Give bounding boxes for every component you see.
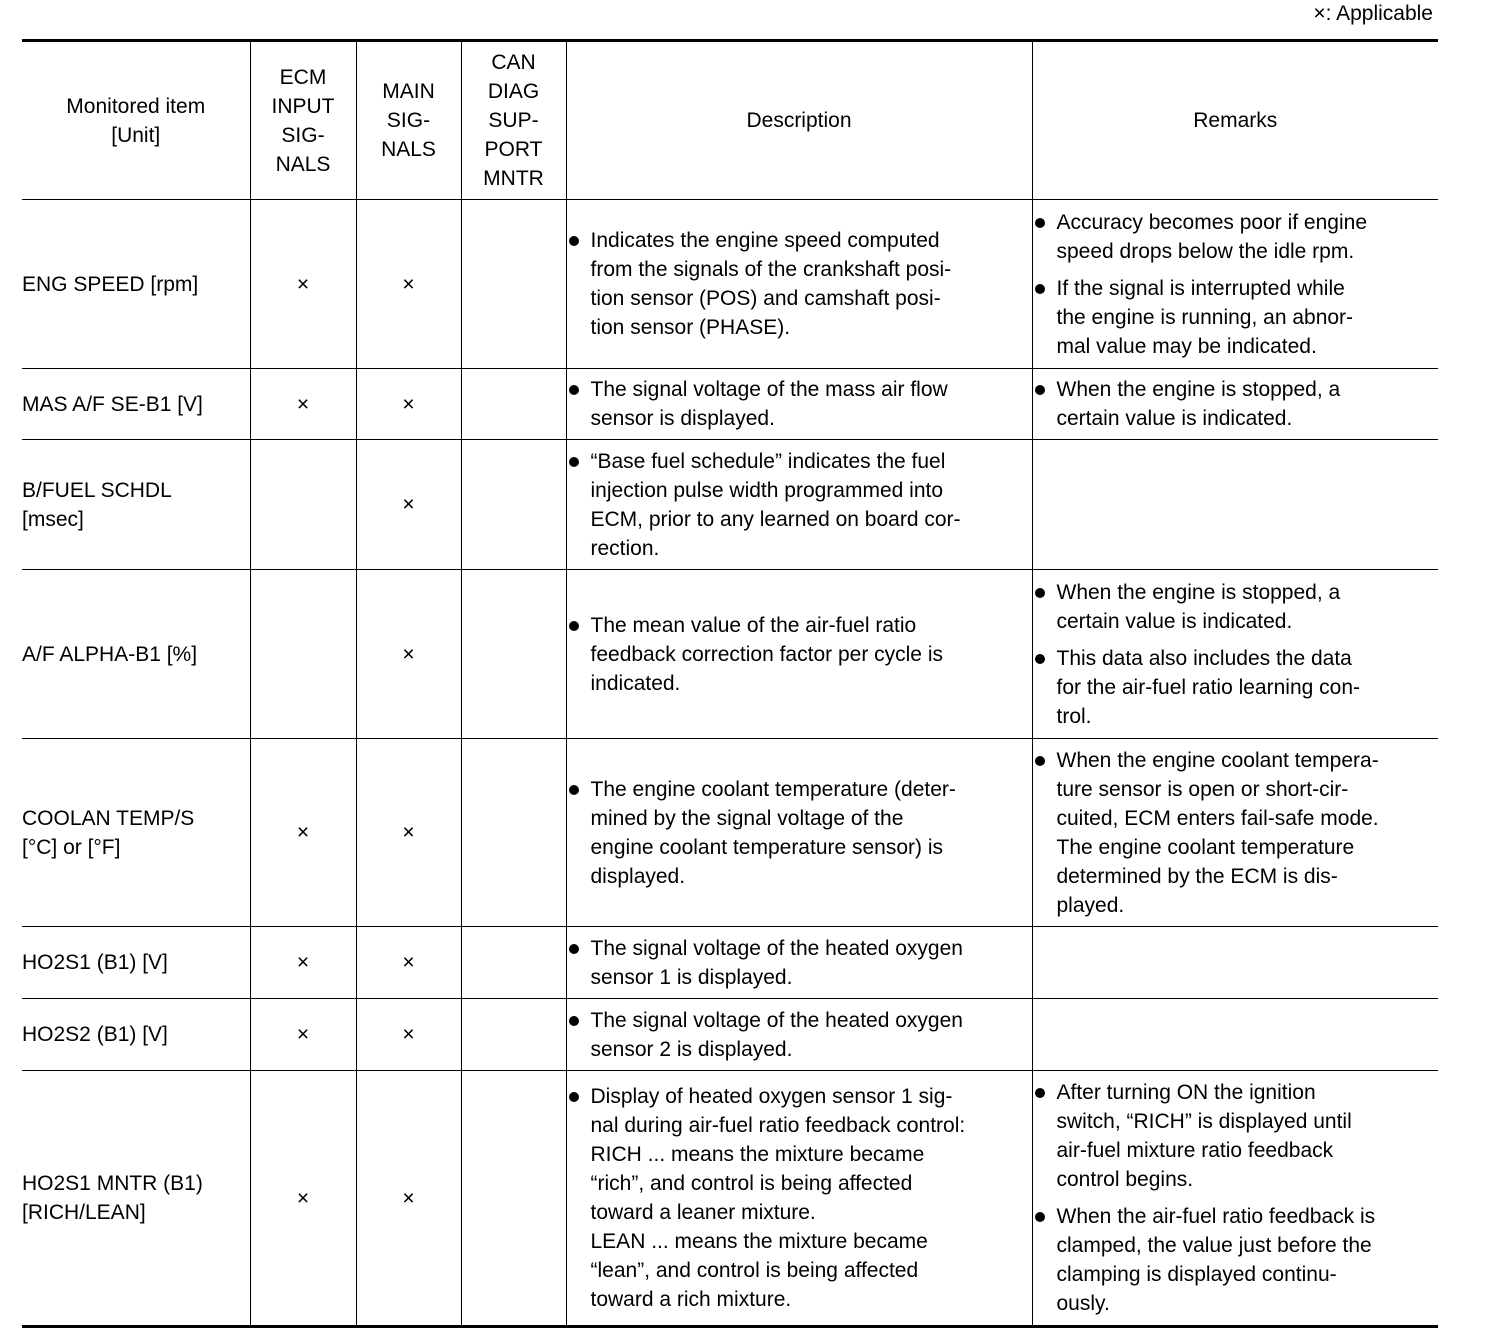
remarks-cell (1032, 200, 1438, 369)
table-row (22, 200, 1438, 369)
description-line: toward a rich mixture. (590, 1288, 792, 1311)
description-line: mined by the signal voltage of the (590, 806, 904, 830)
description-list (567, 447, 1032, 563)
monitored-item-text: HO2S1 MNTR (B1) (22, 1172, 203, 1195)
remarks-bullet (1033, 578, 1439, 636)
description-line: “Base fuel schedule” indicates the fuel (590, 449, 946, 473)
remarks-line: This data also includes the data (1056, 646, 1352, 670)
can-diag-mark (461, 1071, 566, 1327)
monitored-item-cell (22, 999, 250, 1071)
remarks-line: air-fuel mixture ratio feedback (1056, 1139, 1334, 1162)
header-remarks: Remarks (1032, 41, 1438, 200)
remarks-line: played. (1056, 893, 1125, 917)
description-list (567, 775, 1032, 891)
description-line: sensor 2 is displayed. (590, 1037, 793, 1061)
monitored-item-cell (22, 927, 250, 999)
table-row (22, 927, 1438, 999)
remarks-line: cuited, ECM enters fail-safe mode. (1056, 806, 1379, 830)
header-label: CAN DIAG SUP- PORT MNTR (483, 51, 544, 190)
monitored-item-cell (22, 570, 250, 739)
remarks-cell (1032, 739, 1438, 927)
description-bullet (567, 1006, 1032, 1064)
remarks-line: switch, “RICH” is displayed until (1056, 1110, 1352, 1133)
remarks-bullet (1033, 1078, 1439, 1194)
description-list (567, 1006, 1032, 1064)
remarks-line: trol. (1056, 704, 1092, 728)
description-line: Indicates the engine speed computed (590, 229, 940, 252)
ecm-input-mark (250, 570, 356, 739)
description-bullet (567, 1082, 1032, 1314)
data-monitor-table (22, 39, 1438, 1328)
remarks-line: ously. (1056, 1292, 1110, 1315)
ecm-input-mark: × (250, 369, 356, 440)
remarks-cell (1032, 927, 1438, 999)
monitored-item-cell (22, 200, 250, 369)
remarks-line: When the engine coolant tempera- (1056, 748, 1379, 772)
description-list (567, 611, 1032, 698)
description-line: sensor is displayed. (590, 407, 775, 430)
can-diag-mark (461, 369, 566, 440)
remarks-bullet (1033, 208, 1439, 266)
description-line: nal during air-fuel ratio feedback control: (590, 1114, 966, 1137)
monitored-item-text: ENG SPEED [rpm] (22, 272, 199, 296)
header-description: Description (566, 41, 1032, 200)
remarks-list (1033, 375, 1439, 433)
remarks-line: determined by the ECM is dis- (1056, 864, 1338, 888)
remarks-line: When the engine is stopped, a (1056, 580, 1341, 604)
remarks-line: The engine coolant temperature (1056, 835, 1355, 859)
remarks-line: clamping is displayed continu- (1056, 1263, 1337, 1286)
header-row (22, 41, 1438, 200)
table-row (22, 369, 1438, 440)
description-line: RICH ... means the mixture became (590, 1143, 925, 1166)
remarks-list (1033, 208, 1439, 361)
description-line: rection. (590, 536, 660, 560)
main-signals-mark: × (356, 570, 461, 739)
header-label: Monitored item [Unit] (66, 94, 206, 147)
description-line: toward a leaner mixture. (590, 1201, 816, 1224)
ecm-input-mark: × (250, 927, 356, 999)
description-line: sensor 1 is displayed. (590, 965, 793, 989)
description-line: “lean”, and control is being affected (590, 1259, 919, 1282)
table-row (22, 440, 1438, 570)
monitored-item-text: [msec] (22, 507, 84, 531)
monitored-item-text: B/FUEL SCHDL (22, 478, 172, 502)
header-ecm-input-signals (250, 41, 356, 200)
main-signals-mark: × (356, 927, 461, 999)
remarks-cell (1032, 999, 1438, 1071)
remarks-line: Accuracy becomes poor if engine (1056, 210, 1367, 234)
remarks-bullet (1033, 1202, 1439, 1318)
main-signals-mark: × (356, 440, 461, 570)
description-list (567, 934, 1032, 992)
remarks-line: After turning ON the ignition (1056, 1081, 1316, 1104)
description-line: The engine coolant temperature (deter- (590, 777, 956, 801)
description-line: injection pulse width programmed into (590, 478, 944, 502)
monitored-item-cell (22, 1071, 250, 1327)
description-cell (566, 999, 1032, 1071)
remarks-line: certain value is indicated. (1056, 407, 1293, 430)
monitored-item-cell (22, 369, 250, 440)
ecm-input-mark: × (250, 999, 356, 1071)
main-signals-mark: × (356, 369, 461, 440)
header-main-signals (356, 41, 461, 200)
main-signals-mark: × (356, 1071, 461, 1327)
can-diag-mark (461, 440, 566, 570)
remarks-list (1033, 578, 1439, 731)
monitored-item-text: A/F ALPHA-B1 [%] (22, 642, 198, 666)
description-bullet (567, 226, 1032, 342)
description-line: displayed. (590, 864, 686, 888)
description-cell (566, 927, 1032, 999)
description-line: ECM, prior to any learned on board cor- (590, 507, 961, 531)
description-list (567, 226, 1032, 342)
header-monitored-item (22, 41, 250, 200)
monitored-item-text: [°C] or [°F] (22, 835, 121, 859)
description-list (567, 375, 1032, 433)
description-line: Display of heated oxygen sensor 1 sig- (590, 1085, 953, 1108)
remarks-line: When the air-fuel ratio feedback is (1056, 1205, 1376, 1228)
remarks-cell (1032, 1071, 1438, 1327)
description-bullet (567, 447, 1032, 563)
ecm-input-mark: × (250, 200, 356, 369)
description-line: tion sensor (PHASE). (590, 316, 791, 339)
remarks-list (1033, 1078, 1439, 1318)
remarks-line: speed drops below the idle rpm. (1056, 239, 1355, 263)
description-line: feedback correction factor per cycle is (590, 642, 943, 666)
monitored-item-text: [RICH/LEAN] (22, 1201, 146, 1224)
can-diag-mark (461, 739, 566, 927)
remarks-bullet (1033, 746, 1439, 920)
table-row (22, 1071, 1438, 1327)
main-signals-mark: × (356, 999, 461, 1071)
header-label: MAIN SIG- NALS (381, 80, 436, 161)
remarks-cell (1032, 570, 1438, 739)
description-line: tion sensor (POS) and camshaft posi- (590, 287, 941, 310)
header-can-diag-support-mntr (461, 41, 566, 200)
remarks-list (1033, 746, 1439, 920)
monitored-item-text: COOLAN TEMP/S (22, 806, 195, 830)
remarks-line: When the engine is stopped, a (1056, 378, 1341, 401)
description-cell (566, 739, 1032, 927)
remarks-line: mal value may be indicated. (1056, 334, 1317, 358)
ecm-input-mark: × (250, 1071, 356, 1327)
description-bullet (567, 775, 1032, 891)
main-signals-mark: × (356, 739, 461, 927)
ecm-input-mark: × (250, 739, 356, 927)
remarks-line: If the signal is interrupted while (1056, 276, 1345, 300)
description-line: engine coolant temperature sensor) is (590, 835, 944, 859)
description-bullet (567, 375, 1032, 433)
monitored-item-text: HO2S1 (B1) [V] (22, 951, 168, 974)
header-label: ECM INPUT SIG- NALS (271, 65, 335, 176)
description-cell (566, 200, 1032, 369)
can-diag-mark (461, 999, 566, 1071)
description-line: “rich”, and control is being affected (590, 1172, 913, 1195)
remarks-line: ture sensor is open or short-cir- (1056, 777, 1349, 801)
remarks-cell (1032, 440, 1438, 570)
description-line: The signal voltage of the heated oxygen (590, 1008, 963, 1032)
remarks-line: certain value is indicated. (1056, 609, 1293, 633)
monitored-item-text: MAS A/F SE-B1 [V] (22, 392, 203, 416)
description-bullet (567, 934, 1032, 992)
description-line: The signal voltage of the mass air flow (590, 378, 948, 401)
table-row (22, 999, 1438, 1071)
monitored-item-cell (22, 739, 250, 927)
remarks-line: control begins. (1056, 1168, 1194, 1191)
description-list (567, 1082, 1032, 1314)
remarks-bullet (1033, 274, 1439, 361)
remarks-line: for the air-fuel ratio learning con- (1056, 675, 1360, 699)
description-cell (566, 570, 1032, 739)
can-diag-mark (461, 927, 566, 999)
description-line: The signal voltage of the heated oxygen (590, 936, 963, 960)
can-diag-mark (461, 570, 566, 739)
remarks-cell (1032, 369, 1438, 440)
remarks-bullet (1033, 644, 1439, 731)
description-line: LEAN ... means the mixture became (590, 1230, 928, 1253)
description-line: The mean value of the air-fuel ratio (590, 613, 917, 637)
ecm-input-mark (250, 440, 356, 570)
description-bullet (567, 611, 1032, 698)
remarks-line: the engine is running, an abnor- (1056, 305, 1354, 329)
description-line: from the signals of the crankshaft posi- (590, 258, 952, 281)
description-line: indicated. (590, 671, 681, 695)
remarks-bullet (1033, 375, 1439, 433)
description-cell (566, 1071, 1032, 1327)
table-row (22, 570, 1438, 739)
monitored-item-cell (22, 440, 250, 570)
description-cell (566, 440, 1032, 570)
applicable-legend: ×: Applicable (1313, 2, 1433, 25)
remarks-line: clamped, the value just before the (1056, 1234, 1372, 1257)
main-signals-mark: × (356, 200, 461, 369)
can-diag-mark (461, 200, 566, 369)
table-row (22, 739, 1438, 927)
description-cell (566, 369, 1032, 440)
monitored-item-text: HO2S2 (B1) [V] (22, 1023, 168, 1046)
